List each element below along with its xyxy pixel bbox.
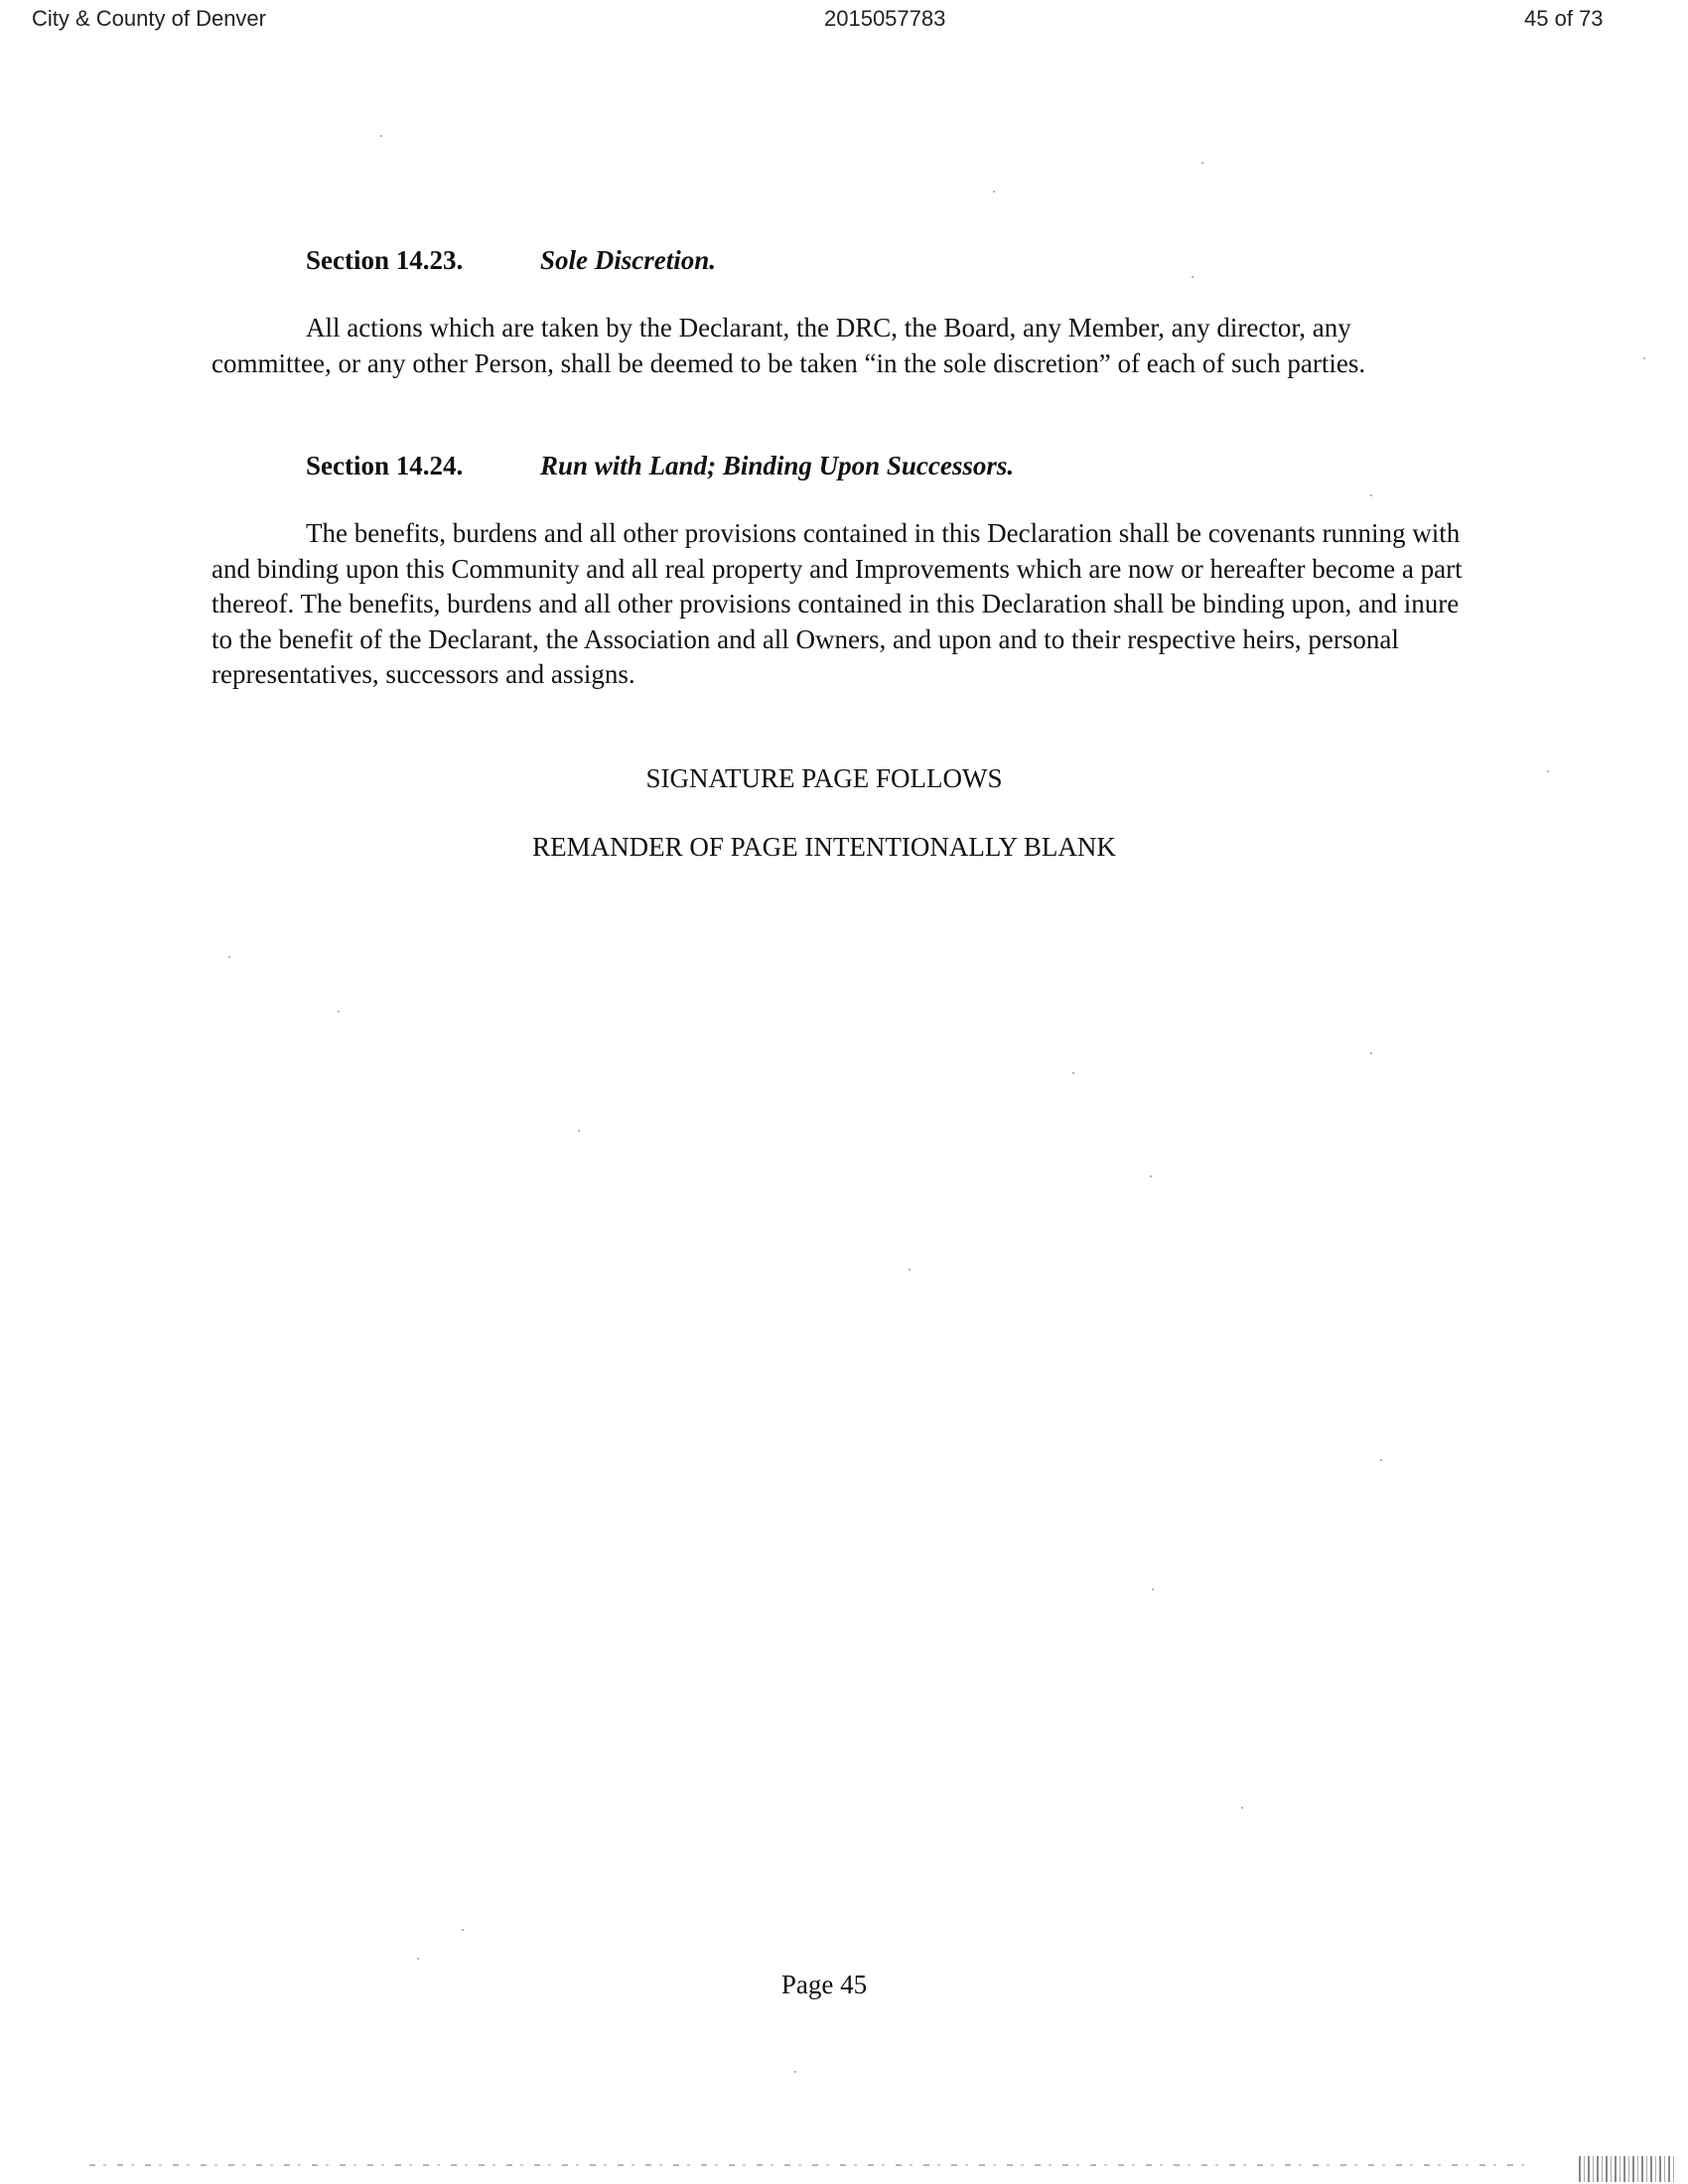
scan-speck <box>1072 1072 1074 1074</box>
scan-speck <box>338 1011 340 1013</box>
scan-speck <box>1547 770 1549 772</box>
scan-speck <box>909 1269 911 1271</box>
scan-speck <box>993 191 995 193</box>
scan-speck <box>1370 1052 1372 1054</box>
page-number: Page 45 <box>780 1970 868 1999</box>
signature-notice: SIGNATURE PAGE FOLLOWS <box>645 763 1003 793</box>
section-number: Section 14.24. <box>306 451 464 480</box>
scan-speck <box>1150 1175 1152 1177</box>
scan-speck <box>462 1929 464 1931</box>
section-title: Sole Discretion. <box>540 245 717 275</box>
scan-speck <box>578 1130 580 1132</box>
scan-speck <box>1241 1807 1243 1809</box>
section-heading <box>306 449 1014 482</box>
section-number: Section 14.23. <box>306 245 464 275</box>
scan-speck <box>228 956 230 958</box>
section-body: The benefits, burdens and all other provisions contained in this Declaration shall be covenants running with and binding upon this Community and all real property and Improvements which are now or hereafter become a part thereof. The benefits, burdens and all other provisions contained in this Declaration shall be binding upon, and inure to the benefit of the Declarant, the Association and all Owners, and upon and to their respective heirs, personal representatives, successors and assigns. <box>211 518 1463 689</box>
county-name: City & County of Denver <box>32 6 266 31</box>
section-heading <box>306 243 716 277</box>
scan-noise-line <box>89 2164 1529 2166</box>
scan-speck <box>417 1958 419 1960</box>
scan-speck <box>1192 276 1194 278</box>
blank-page-notice: REMANDER OF PAGE INTENTIONALLY BLANK <box>532 832 1116 862</box>
section-body: All actions which are taken by the Declarant, the DRC, the Board, any Member, any director, any committee, or any other Person, shall be deemed to be taken “in the sole discretion” of each of such parties. <box>211 313 1366 378</box>
scan-speck <box>1152 1588 1154 1590</box>
page-count: 45 of 73 <box>1524 6 1604 31</box>
section-title: Run with Land; Binding Upon Successors. <box>540 451 1015 480</box>
barcode-mark <box>1579 2156 1674 2182</box>
scan-speck <box>1380 1459 1382 1461</box>
scan-speck <box>1370 494 1372 496</box>
scan-speck <box>380 135 382 137</box>
reception-number: 2015057783 <box>824 6 946 31</box>
scan-speck <box>1201 162 1203 164</box>
scan-speck <box>1643 357 1645 359</box>
scan-speck <box>794 2071 796 2073</box>
